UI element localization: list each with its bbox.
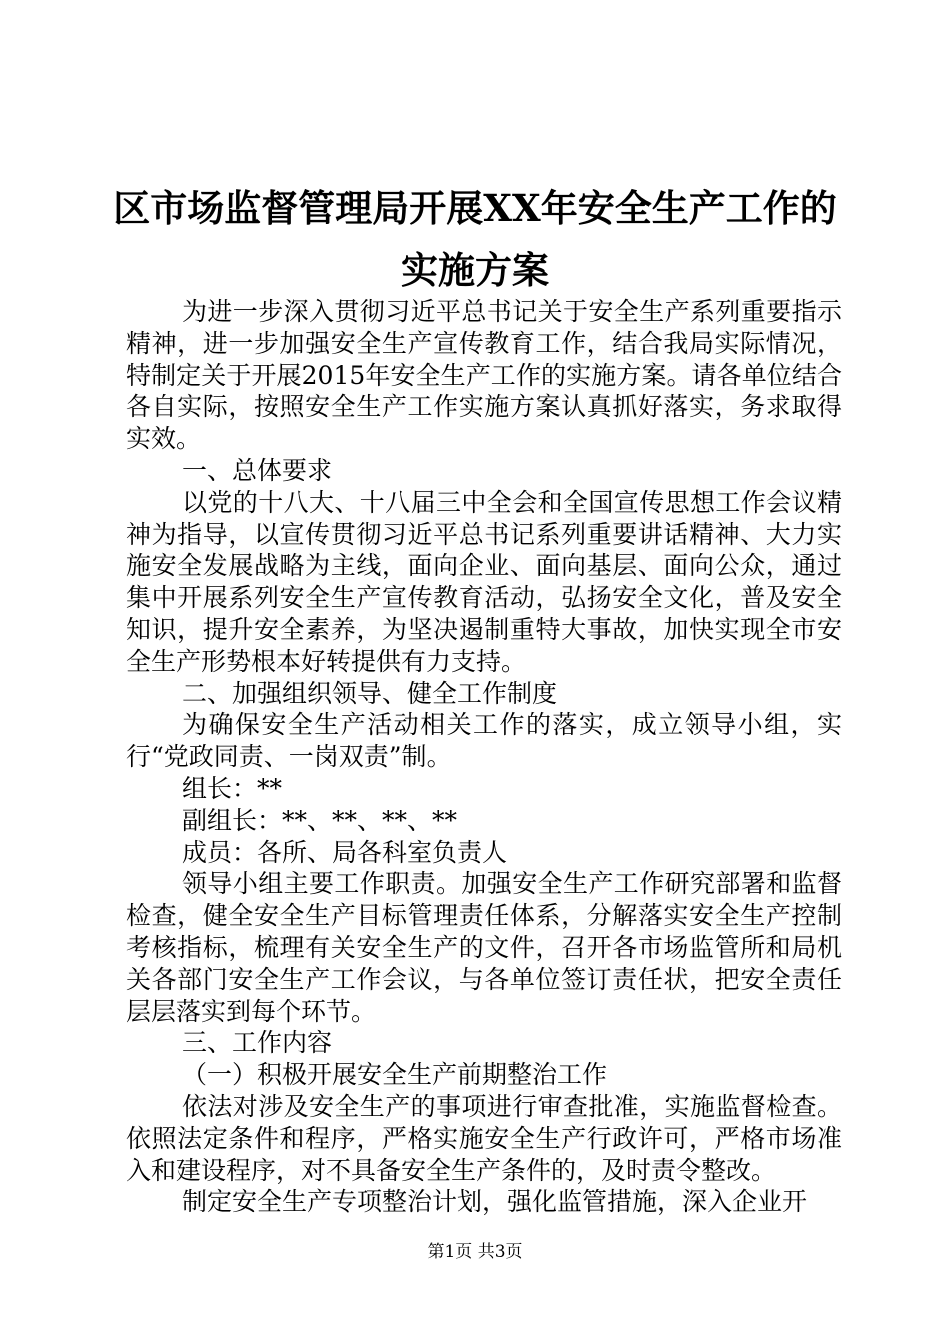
members-line: 成员：各所、局各科室负责人 [182, 837, 508, 867]
deputy-leader-line: 副组长：**、**、**、** [182, 805, 458, 835]
page-footer: 第1页 共3页 [427, 1242, 523, 1262]
section-heading-2: 二、加强组织领导、健全工作制度 [182, 678, 558, 708]
document-body [126, 296, 842, 1218]
paragraph-leadership: 为确保安全生产活动相关工作的落实，成立领导小组，实行“党政同责、一岗双责”制。 [126, 710, 842, 772]
paragraph-intro: 为进一步深入贯彻习近平总书记关于安全生产系列重要指示精神，进一步加强安全生产宣传教育工作，结合我局实际情况，特制定关于开展2015年安全生产工作的实施方案。请各单位结合各自实际，按照安全生产工作实施方案认真抓好落实，务求取得实效。 [126, 297, 842, 454]
section-heading-3: 三、工作内容 [182, 1028, 333, 1058]
paragraph-review: 依法对涉及安全生产的事项进行审查批准，实施监督检查。依照法定条件和程序，严格实施安全生产行政许可，严格市场准入和建设程序，对不具备安全生产条件的，及时责令整改。 [126, 1091, 842, 1185]
paragraph-general-requirements: 以党的十八大、十八届三中全会和全国宣传思想工作会议精神为指导，以宣传贯彻习近平总书记系列重要讲话精神、大力实施安全发展战略为主线，面向企业、面向基层、面向公众，通过集中开展系列安全生产宣传教育活动，弘扬安全文化，普及安全知识，提升安全素养，为坚决遏制重特大事故，加快实现全市安全生产形势根本好转提供有力支持。 [126, 487, 842, 676]
leader-line: 组长：** [182, 773, 283, 803]
paragraph-duties: 领导小组主要工作职责。加强安全生产工作研究部署和监督检查，健全安全生产目标管理责任体系，分解落实安全生产控制考核指标，梳理有关安全生产的文件，召开各市场监管所和局机关各部门安全生产工作会议，与各单位签订责任状，把安全责任层层落实到每个环节。 [126, 869, 842, 1026]
subsection-heading-1: （一）积极开展安全生产前期整治工作 [182, 1060, 608, 1090]
paragraph-special-rectification: 制定安全生产专项整治计划，强化监管措施，深入企业开 [182, 1187, 808, 1217]
document-title-line-1: 区市场监督管理局开展XX年安全生产工作的 [113, 186, 837, 230]
document-title-line-2: 实施方案 [401, 248, 549, 292]
section-heading-1: 一、总体要求 [182, 455, 333, 485]
